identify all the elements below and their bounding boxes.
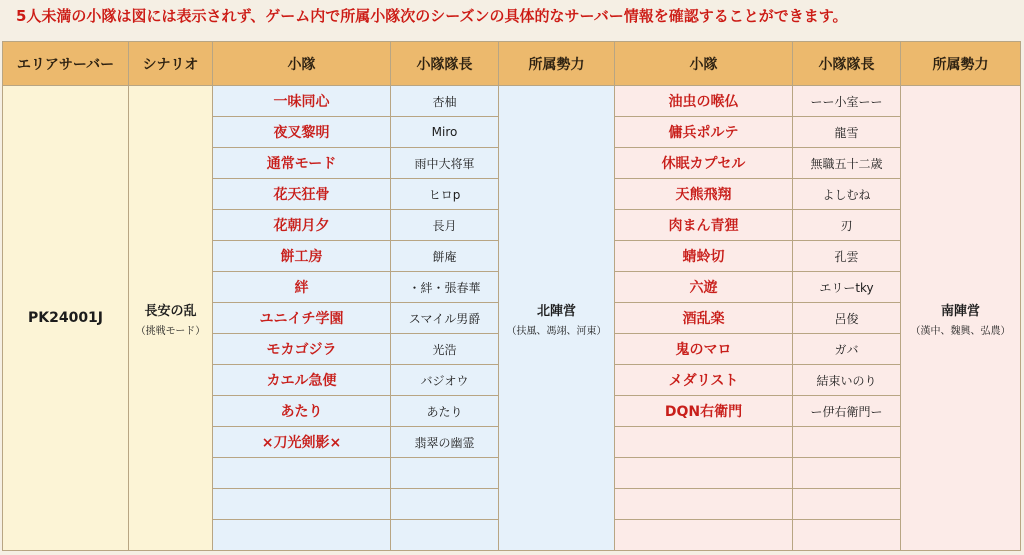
leader-name-right: 孔雲 xyxy=(793,241,901,272)
squad-name-right: 休眠カプセル xyxy=(615,148,793,179)
leader-name-left: 光浩 xyxy=(391,334,499,365)
squad-name-left: 花天狂骨 xyxy=(213,179,391,210)
scenario-name: 長安の乱 xyxy=(144,303,197,319)
squad-name-right: 傭兵ポルテ xyxy=(615,117,793,148)
leader-name-left xyxy=(391,458,499,489)
leader-name-left: ヒロp xyxy=(391,179,499,210)
squad-name-right: 鬼のマロ xyxy=(615,334,793,365)
leader-name-right: ーー小室ーー xyxy=(793,86,901,117)
squad-name-right: 肉まん青狸 xyxy=(615,210,793,241)
faction-cell-left xyxy=(499,86,615,551)
header-leader-right: 小隊隊長 xyxy=(793,42,901,86)
squad-name-left: ×刀光剣影× xyxy=(213,427,391,458)
leader-name-right xyxy=(793,427,901,458)
leader-name-right: よしむね xyxy=(793,179,901,210)
leader-name-right: 無職五十二歳 xyxy=(793,148,901,179)
squad-name-right: 蜻蛉切 xyxy=(615,241,793,272)
header-squad-left: 小隊 xyxy=(213,42,391,86)
leader-name-left xyxy=(391,520,499,551)
header-leader-left: 小隊隊長 xyxy=(391,42,499,86)
squad-name-right xyxy=(615,489,793,520)
faction-regions-right: （漢中、魏興、弘農） xyxy=(910,325,1011,337)
squad-name-left: カエル急便 xyxy=(213,365,391,396)
squad-table xyxy=(2,41,1021,551)
squad-name-right: 六遊 xyxy=(615,272,793,303)
squad-name-left: 餅工房 xyxy=(213,241,391,272)
leader-name-left: 餅庵 xyxy=(391,241,499,272)
squad-name-left: 夜叉黎明 xyxy=(213,117,391,148)
leader-name-left: 翡翠の幽霊 xyxy=(391,427,499,458)
leader-name-right: 結束いのり xyxy=(793,365,901,396)
header-faction-right: 所属勢力 xyxy=(901,42,1021,86)
leader-name-left: 杏柚 xyxy=(391,86,499,117)
squad-name-right xyxy=(615,427,793,458)
scenario-cell xyxy=(129,86,213,551)
squad-name-left: モカゴジラ xyxy=(213,334,391,365)
leader-name-right: 龍雪 xyxy=(793,117,901,148)
squad-name-right: メダリスト xyxy=(615,365,793,396)
squad-name-left: 通常モード xyxy=(213,148,391,179)
leader-name-left: あたり xyxy=(391,396,499,427)
notice-text: 5人未満の小隊は図には表示されず、ゲーム内で所属小隊次のシーズンの具体的なサーバー情報を確認することができます。 xyxy=(16,7,848,25)
leader-name-right: ー伊右衛門ー xyxy=(793,396,901,427)
faction-name-left: 北陣営 xyxy=(536,303,576,319)
leader-name-right xyxy=(793,489,901,520)
header-squad-right: 小隊 xyxy=(615,42,793,86)
leader-name-right: エリーtky xyxy=(793,272,901,303)
leader-name-left: スマイル男爵 xyxy=(391,303,499,334)
squad-name-left xyxy=(213,489,391,520)
squad-name-right xyxy=(615,458,793,489)
header-scenario: シナリオ xyxy=(129,42,213,86)
leader-name-left: Miro xyxy=(391,117,499,148)
leader-name-left xyxy=(391,489,499,520)
faction-cell-right xyxy=(901,86,1021,551)
leader-name-right xyxy=(793,520,901,551)
leader-name-right xyxy=(793,458,901,489)
squad-name-right: DQN右衛門 xyxy=(615,396,793,427)
squad-name-left xyxy=(213,458,391,489)
leader-name-left: ・絆・張春華 xyxy=(391,272,499,303)
squad-name-left xyxy=(213,520,391,551)
header-row xyxy=(3,42,1021,86)
squad-name-left: 絆 xyxy=(213,272,391,303)
leader-name-left: 長月 xyxy=(391,210,499,241)
table-row xyxy=(3,86,1021,117)
leader-name-left: 雨中大将軍 xyxy=(391,148,499,179)
squad-name-right: 酒乱楽 xyxy=(615,303,793,334)
header-server: エリアサーバー xyxy=(3,42,129,86)
squad-name-right xyxy=(615,520,793,551)
squad-name-left: ユニイチ学園 xyxy=(213,303,391,334)
squad-name-left: 花朝月夕 xyxy=(213,210,391,241)
squad-name-left: 一味同心 xyxy=(213,86,391,117)
server-cell: PK24001J xyxy=(3,86,129,551)
faction-name-right: 南陣営 xyxy=(940,303,980,319)
squad-name-right: 天熊飛翔 xyxy=(615,179,793,210)
header-faction-left: 所属勢力 xyxy=(499,42,615,86)
faction-regions-left: （扶風、馮翊、河東） xyxy=(506,325,607,337)
squad-name-right: 油虫の喉仏 xyxy=(615,86,793,117)
leader-name-right: 呂俊 xyxy=(793,303,901,334)
scenario-mode: （挑戦モード） xyxy=(135,325,206,337)
leader-name-right: 刃 xyxy=(793,210,901,241)
leader-name-left: バジオウ xyxy=(391,365,499,396)
leader-name-right: ガバ xyxy=(793,334,901,365)
squad-name-left: あたり xyxy=(213,396,391,427)
